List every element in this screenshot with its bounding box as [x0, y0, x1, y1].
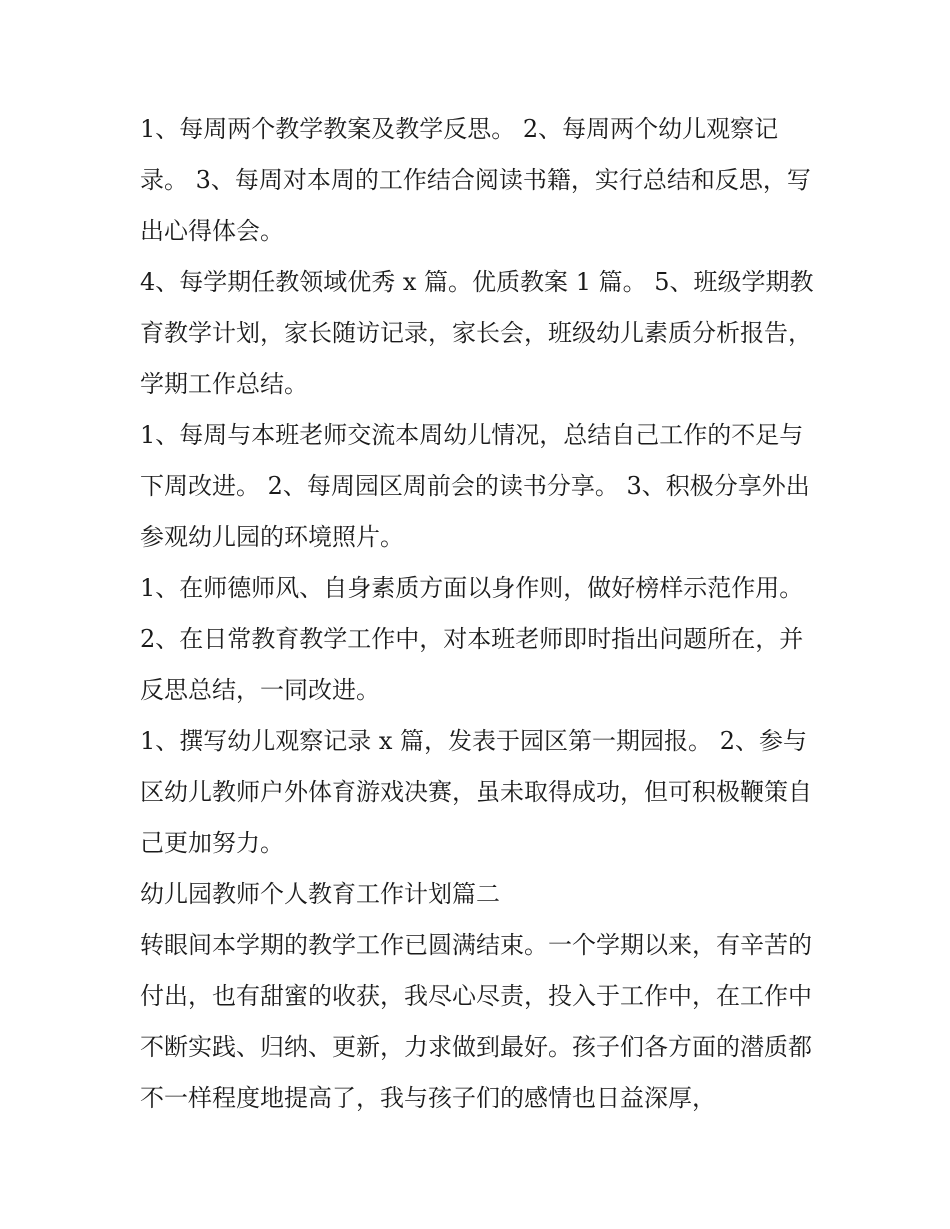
document-body	[140, 104, 820, 1124]
paragraph-role-model: 1、在师德师风、自身素质方面以身作则，做好榜样示范作用。 2、在日常教育教学工作中，对本班老师即时指出问题所在，并反思总结，一同改进。	[140, 574, 804, 704]
paragraph-weekly-teaching-records: 1、每周两个教学教案及教学反思。 2、每周两个幼儿观察记录。 3、每周对本周的工作结合阅读书籍，实行总结和反思，写出心得体会。	[140, 115, 811, 245]
paragraph-communication: 1、每周与本班老师交流本周幼儿情况，总结自己工作的不足与下周改进。 2、每周园区周前会的读书分享。 3、积极分享外出参观幼儿园的环境照片。	[140, 421, 810, 551]
paragraph-achievements: 1、撰写幼儿观察记录 x 篇，发表于园区第一期园报。 2、参与区幼儿教师户外体育游戏决赛，虽未取得成功，但可积极鞭策自己更加努力。	[140, 727, 812, 857]
section-heading: 幼儿园教师个人教育工作计划篇二	[140, 880, 500, 908]
paragraph-semester-summary: 转眼间本学期的教学工作已圆满结束。一个学期以来，有辛苦的付出，也有甜蜜的收获，我尽心尽责，投入于工作中，在工作中不断实践、归纳、更新，力求做到最好。孩子们各方面的潜质都不一样程度地提高了，我与孩子们的感情也日益深厚，	[140, 931, 812, 1112]
paragraph-semester-plans: 4、每学期任教领域优秀 x 篇。优质教案 1 篇。 5、班级学期教育教学计划，家长随访记录，家长会，班级幼儿素质分析报告，学期工作总结。	[140, 268, 814, 398]
